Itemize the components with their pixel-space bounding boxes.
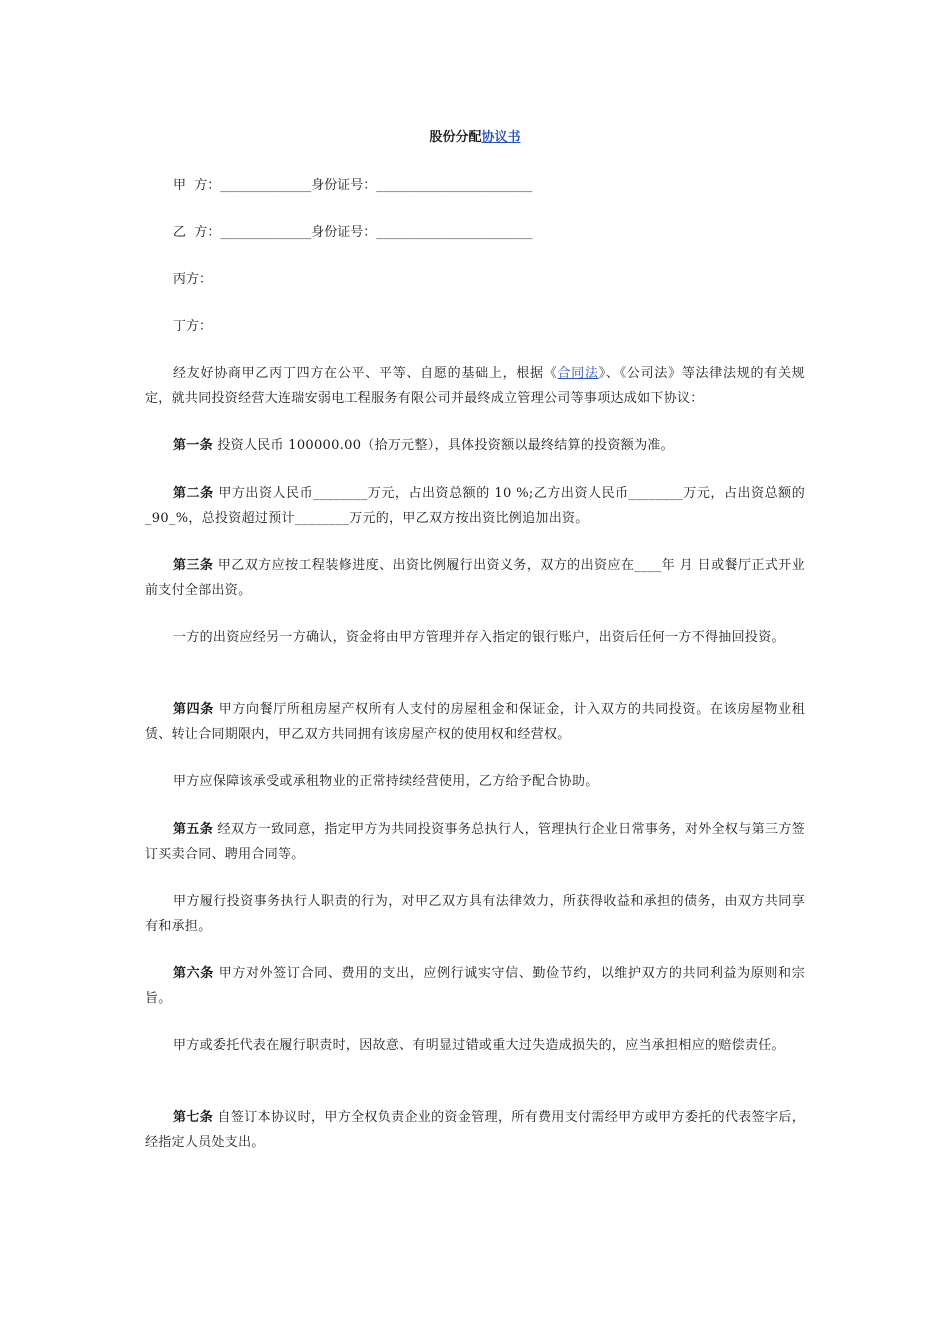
article-5-paragraph — [145, 817, 805, 867]
paragraph-text: 甲方应保障该承受或承租物业的正常持续经营使用，乙方给予配合协助。 — [173, 774, 599, 789]
article-4-continuation — [145, 769, 805, 794]
article-text: 甲方向餐厅所租房屋产权所有人支付的房屋租金和保证金，计入双方的共同投资。在该房屋物业租赁、转让合同期限内，甲乙双方共同拥有该房屋产权的使用权和经营权。 — [145, 702, 805, 742]
document-title — [145, 128, 805, 148]
article-text: 甲方出资人民币________万元，占出资总额的 10 %;乙方出资人民币________万元，占出资总额的_90_%，总投资超过预计________万元的，甲乙双方按出资比例追加出资。 — [145, 486, 806, 526]
article-3-continuation — [145, 625, 805, 650]
paragraph-text: 甲方或委托代表在履行职责时，因故意、有明显过错或重大过失造成损失的，应当承担相应的赔偿责任。 — [173, 1038, 785, 1053]
article-text: 投资人民币 100000.00（拾万元整），具体投资额以最终结算的投资额为准。 — [212, 438, 674, 453]
contract-law-link[interactable]: 合同法 — [557, 366, 599, 381]
title-text: 股份分配 — [429, 130, 482, 145]
article-label: 第四条 — [173, 702, 214, 717]
article-1-paragraph — [145, 433, 805, 458]
article-label: 第三条 — [173, 558, 214, 573]
article-5-continuation — [145, 889, 805, 939]
preamble-paragraph — [145, 361, 805, 411]
article-label: 第六条 — [173, 966, 214, 981]
article-label: 第二条 — [173, 486, 214, 501]
party-jia-line: 甲 方：______________身份证号：________________________ — [173, 178, 533, 193]
article-label: 第七条 — [173, 1110, 214, 1125]
article-text: 甲方对外签订合同、费用的支出，应例行诚实守信、勤俭节约，以维护双方的共同利益为原则和宗旨。 — [145, 966, 805, 1006]
article-text: 甲乙双方应按工程装修进度、出资比例履行出资义务，双方的出资应在____年 月 日或餐厅正式开业前支付全部出资。 — [145, 558, 805, 598]
article-label: 第一条 — [173, 438, 213, 453]
paragraph-text: 一方的出资应经另一方确认，资金将由甲方管理并存入指定的银行账户，出资后任何一方不得抽回投资。 — [173, 630, 785, 645]
article-text: 自签订本协议时，甲方全权负责企业的资金管理，所有费用支付需经甲方或甲方委托的代表签字后，经指定人员处支出。 — [145, 1110, 805, 1150]
party-bing-line: 丙方： — [173, 272, 213, 287]
article-4-paragraph — [145, 697, 805, 747]
paragraph-text: 甲方履行投资事务执行人职责的行为，对甲乙双方具有法律效力，所获得收益和承担的债务，由双方共同享有和承担。 — [145, 894, 805, 934]
article-6-continuation — [145, 1033, 805, 1058]
article-text: 经双方一致同意，指定甲方为共同投资事务总执行人，管理执行企业日常事务，对外全权与第三方签订买卖合同、聘用合同等。 — [145, 822, 805, 862]
article-6-paragraph — [145, 961, 805, 1011]
party-ding-line: 丁方： — [173, 319, 213, 334]
title-link[interactable]: 协议书 — [481, 130, 521, 145]
article-7-paragraph — [145, 1105, 805, 1155]
article-2-paragraph — [145, 481, 805, 531]
article-label: 第五条 — [173, 822, 214, 837]
preamble-text-pre: 经友好协商甲乙丙丁四方在公平、平等、自愿的基础上，根据《 — [173, 366, 558, 381]
preamble-text-post: 》、《公司法》等法律法规的有关规定，就共同投资经营大连瑞安弱电工程服务有限公司并最终成立管理公司等事项达成如下协议： — [145, 366, 805, 406]
party-yi-line: 乙 方：______________身份证号：________________________ — [173, 225, 533, 240]
article-3-paragraph — [145, 553, 805, 603]
